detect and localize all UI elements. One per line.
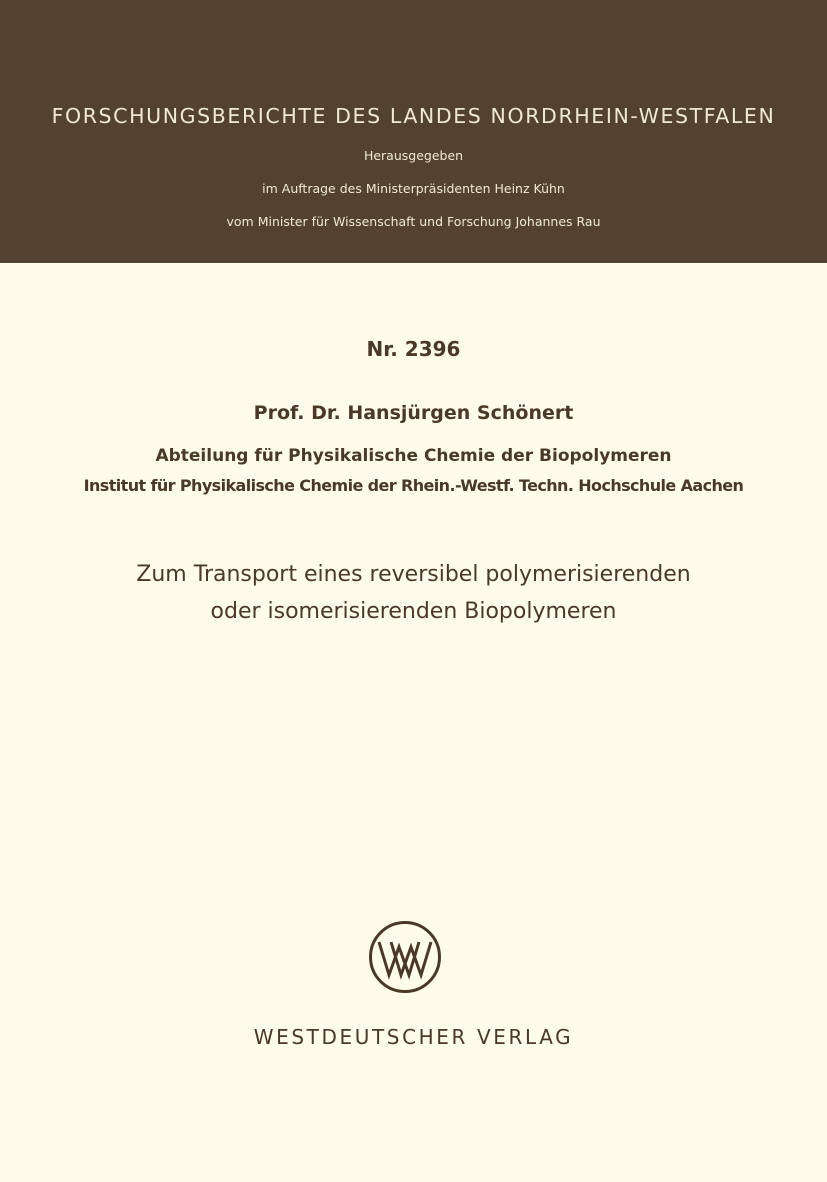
report-title-line-2: oder isomerisierenden Biopolymeren [210,599,617,624]
header-band [0,0,827,263]
department: Abteilung für Physikalische Chemie der Biopolymeren [155,446,672,466]
publisher-ww-logo-icon [368,920,442,994]
minister-note: vom Minister für Wissenschaft und Forschung Johannes Rau [226,214,601,229]
report-title-line-1: Zum Transport eines reversibel polymerisierenden [136,562,691,587]
author-name: Prof. Dr. Hansjürgen Schönert [253,402,574,424]
commission-note: im Auftrage des Ministerpräsidenten Heinz Kühn [262,181,565,196]
editor-note: Herausgegeben [363,148,464,163]
publisher-name: WESTDEUTSCHER VERLAG [253,1025,574,1049]
report-number: Nr. 2396 [366,337,461,361]
series-title: FORSCHUNGSBERICHTE DES LANDES NORDRHEIN-WESTFALEN [51,104,776,128]
institute: Institut für Physikalische Chemie der Rhein.-Westf. Techn. Hochschule Aachen [83,476,744,495]
